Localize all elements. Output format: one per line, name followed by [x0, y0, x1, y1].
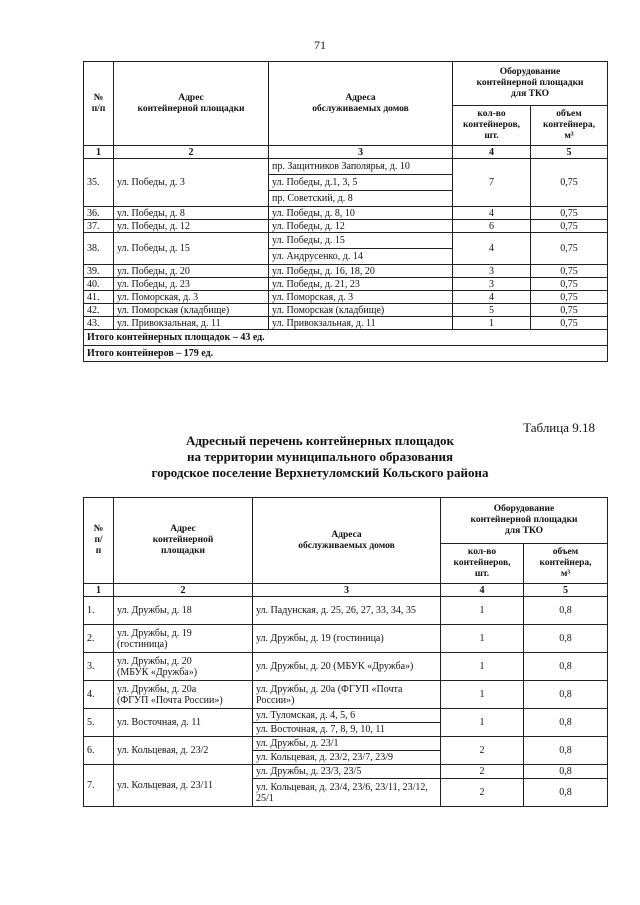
- table-row: 42. ул. Поморская (кладбище) ул. Поморская (кладбище) 5 0,75: [84, 304, 608, 317]
- table-row: 4. ул. Дружбы, д. 20а (ФГУП «Почта России») ул. Дружбы, д. 20а (ФГУП «Почта России») 1 0,8: [84, 681, 608, 709]
- verkhnetulomsky-containers-table: [83, 497, 608, 807]
- table-row: 40. ул. Победы, д. 23 ул. Победы, д. 21, 23 3 0,75: [84, 278, 608, 291]
- header-volume: объем контейнера, м³: [531, 106, 608, 146]
- table-row: 41. ул. Поморская, д. 3 ул. Поморская, д. 3 4 0,75: [84, 291, 608, 304]
- header-count: кол-во контейнеров, шт.: [441, 544, 524, 584]
- total-sites-row: Итого контейнерных площадок – 43 ед.: [84, 330, 608, 346]
- table-row: 6. ул. Кольцевая, д. 23/2 ул. Дружбы, д. 23/1 2 0,8: [84, 737, 608, 751]
- header-volume: объем контейнера, м³: [524, 544, 608, 584]
- column-numbers-row: 1 2 3 4 5: [84, 584, 608, 597]
- header-address: Адрес контейнерной площадки: [114, 498, 253, 584]
- table-row: 5. ул. Восточная, д. 11 ул. Туломская, д. 4, 5, 6 1 0,8: [84, 709, 608, 723]
- page-number: 71: [314, 38, 326, 52]
- table-row: ул. Андрусенко, д. 14: [84, 249, 608, 265]
- table-row: ул. Кольцевая, д. 23/2, 23/7, 23/9: [84, 751, 608, 765]
- table-row: 3. ул. Дружбы, д. 20 (МБУК «Дружба») ул. Дружбы, д. 20 (МБУК «Дружба») 1 0,8: [84, 653, 608, 681]
- table-row: 35. ул. Победы, д. 3 пр. Защитников Заполярья, д. 10 7 0,75: [84, 159, 608, 175]
- table-row: ул. Победы, д.1, 3, 5: [84, 175, 608, 191]
- table-row: 1. ул. Дружбы, д. 18 ул. Падунская, д. 25, 26, 27, 33, 34, 35 1 0,8: [84, 597, 608, 625]
- table-row: 2. ул. Дружбы, д. 19 (гостиница) ул. Дружбы, д. 19 (гостиница) 1 0,8: [84, 625, 608, 653]
- table-row: 36. ул. Победы, д. 8 ул. Победы, д. 8, 10 4 0,75: [84, 207, 608, 220]
- header-address: Адрес контейнерной площадки: [114, 62, 269, 146]
- table-label: Таблица 9.18: [523, 420, 595, 435]
- table-row: 7. ул. Кольцевая, д. 23/11 ул. Дружбы, д. 23/3, 23/5 2 0,8: [84, 765, 608, 779]
- table-title: Адресный перечень контейнерных площадок на территории муниципального образования городское поселение Верхнетуломский Кольского района: [151, 433, 489, 480]
- header-num: № п/п: [84, 62, 114, 146]
- header-equipment: Оборудование контейнерной площадки для ТКО: [453, 62, 608, 106]
- total-containers-row: Итого контейнеров – 179 ед.: [84, 346, 608, 362]
- header-num: № п/ п: [84, 498, 114, 584]
- header-equipment: Оборудование контейнерной площадки для ТКО: [441, 498, 608, 544]
- table-row: ул. Кольцевая, д. 23/4, 23/6, 23/11, 23/12, 25/1 2 0,8: [84, 779, 608, 807]
- table-row: 37. ул. Победы, д. 12 ул. Победы, д. 12 6 0,75: [84, 220, 608, 233]
- header-houses: Адреса обслуживаемых домов: [269, 62, 453, 146]
- table-row: 39. ул. Победы, д. 20 ул. Победы, д. 16, 18, 20 3 0,75: [84, 265, 608, 278]
- table-row: 38. ул. Победы, д. 15 ул. Победы, д. 15 4 0,75: [84, 233, 608, 249]
- column-numbers-row: 1 2 3 4 5: [84, 146, 608, 159]
- table-row: ул. Восточная, д. 7, 8, 9, 10, 11: [84, 723, 608, 737]
- containers-table-continued: [83, 61, 608, 362]
- table-row: 43. ул. Привокзальная, д. 11 ул. Привокзальная, д. 11 1 0,75: [84, 317, 608, 330]
- header-count: кол-во контейнеров, шт.: [453, 106, 531, 146]
- header-houses: Адреса обслуживаемых домов: [253, 498, 441, 584]
- table-row: пр. Советский, д. 8: [84, 191, 608, 207]
